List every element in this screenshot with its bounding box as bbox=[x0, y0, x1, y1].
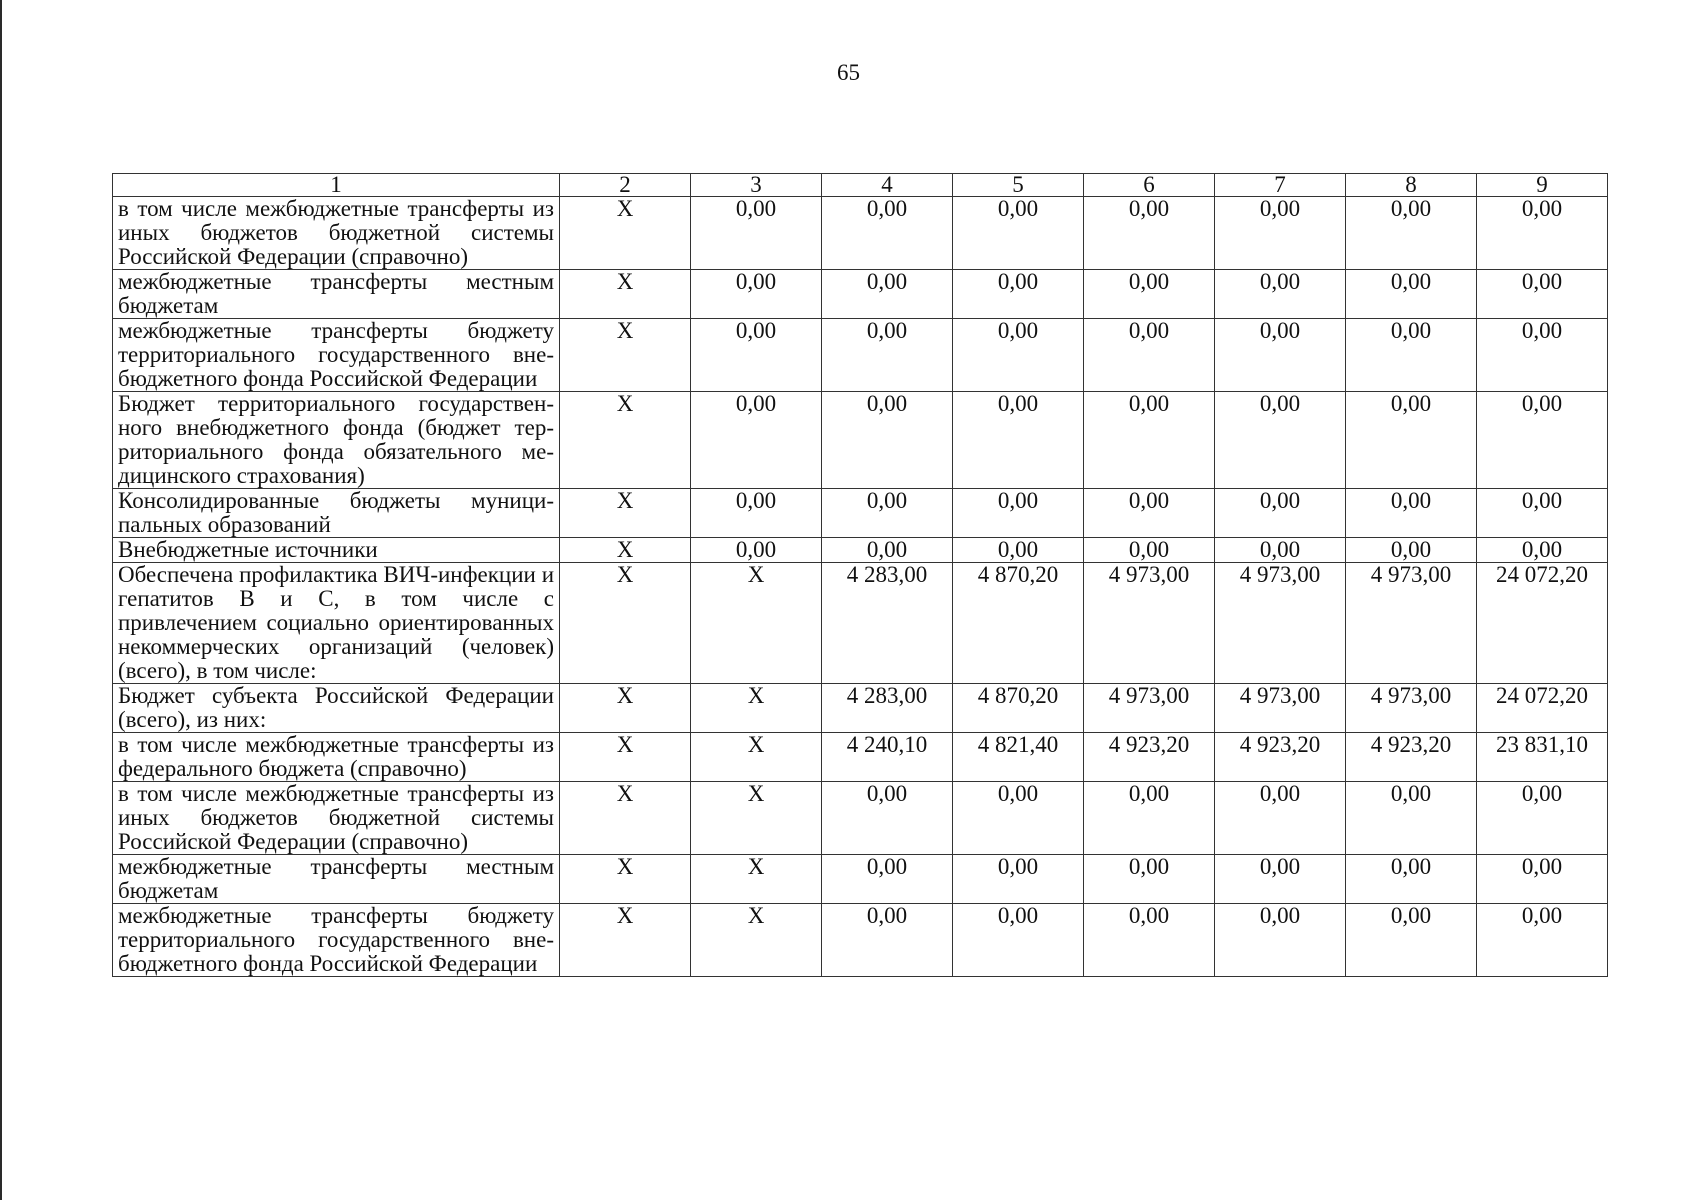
value-cell: 4 240,10 bbox=[822, 733, 953, 782]
value-cell: X bbox=[691, 733, 822, 782]
value-cell: 0,00 bbox=[1084, 197, 1215, 270]
value-cell: 0,00 bbox=[1477, 270, 1608, 319]
row-label: Бюджет территориального государственного внебюджетного фонда (бюджет территориального фонда обязательного медицинского страхования) bbox=[113, 392, 560, 489]
value-cell: X bbox=[560, 904, 691, 977]
row-label: Консолидированные бюджеты муниципальных образований bbox=[113, 489, 560, 538]
value-cell: 0,00 bbox=[1084, 904, 1215, 977]
value-cell: 0,00 bbox=[953, 538, 1084, 563]
value-cell: 0,00 bbox=[1477, 855, 1608, 904]
table-row bbox=[113, 684, 1608, 733]
value-cell: 0,00 bbox=[953, 904, 1084, 977]
value-cell: 0,00 bbox=[1346, 782, 1477, 855]
value-cell: 0,00 bbox=[691, 270, 822, 319]
column-header: 4 bbox=[822, 174, 953, 197]
value-cell: 0,00 bbox=[822, 392, 953, 489]
value-cell: X bbox=[691, 904, 822, 977]
value-cell: 0,00 bbox=[953, 392, 1084, 489]
value-cell: X bbox=[691, 563, 822, 684]
table-row bbox=[113, 904, 1608, 977]
row-label: в том числе межбюджетные трансферты из федерального бюджета (справочно) bbox=[113, 733, 560, 782]
value-cell: X bbox=[560, 855, 691, 904]
value-cell: X bbox=[560, 319, 691, 392]
value-cell: 0,00 bbox=[1215, 855, 1346, 904]
value-cell: 0,00 bbox=[1215, 904, 1346, 977]
row-label: межбюджетные трансферты местным бюджетам bbox=[113, 855, 560, 904]
column-header: 8 bbox=[1346, 174, 1477, 197]
value-cell: 0,00 bbox=[822, 319, 953, 392]
value-cell: X bbox=[560, 782, 691, 855]
value-cell: 0,00 bbox=[1477, 904, 1608, 977]
value-cell: 0,00 bbox=[1084, 319, 1215, 392]
value-cell: 4 870,20 bbox=[953, 684, 1084, 733]
value-cell: X bbox=[691, 684, 822, 733]
value-cell: 24 072,20 bbox=[1477, 684, 1608, 733]
value-cell: 4 973,00 bbox=[1346, 563, 1477, 684]
value-cell: 0,00 bbox=[1084, 270, 1215, 319]
value-cell: 0,00 bbox=[1477, 538, 1608, 563]
table-row bbox=[113, 489, 1608, 538]
value-cell: 0,00 bbox=[691, 489, 822, 538]
value-cell: 0,00 bbox=[822, 855, 953, 904]
value-cell: 0,00 bbox=[1346, 904, 1477, 977]
value-cell: 0,00 bbox=[1084, 782, 1215, 855]
value-cell: 0,00 bbox=[1477, 319, 1608, 392]
value-cell: 4 923,20 bbox=[1346, 733, 1477, 782]
value-cell: 0,00 bbox=[1346, 392, 1477, 489]
row-label: Бюджет субъекта Российской Федерации (всего), из них: bbox=[113, 684, 560, 733]
value-cell: X bbox=[560, 489, 691, 538]
value-cell: 0,00 bbox=[1215, 782, 1346, 855]
value-cell: 0,00 bbox=[953, 782, 1084, 855]
value-cell: 4 821,40 bbox=[953, 733, 1084, 782]
budget-table bbox=[112, 173, 1608, 977]
value-cell: 0,00 bbox=[1346, 855, 1477, 904]
value-cell: 0,00 bbox=[1477, 782, 1608, 855]
value-cell: X bbox=[691, 855, 822, 904]
value-cell: 4 973,00 bbox=[1215, 684, 1346, 733]
column-header: 5 bbox=[953, 174, 1084, 197]
table-row bbox=[113, 392, 1608, 489]
value-cell: 0,00 bbox=[1477, 489, 1608, 538]
value-cell: 0,00 bbox=[1084, 538, 1215, 563]
value-cell: 0,00 bbox=[691, 197, 822, 270]
value-cell: X bbox=[691, 782, 822, 855]
table-row bbox=[113, 270, 1608, 319]
value-cell: 0,00 bbox=[822, 270, 953, 319]
value-cell: 24 072,20 bbox=[1477, 563, 1608, 684]
column-header: 6 bbox=[1084, 174, 1215, 197]
value-cell: X bbox=[560, 684, 691, 733]
column-number-row bbox=[113, 174, 1608, 197]
table-row bbox=[113, 855, 1608, 904]
value-cell: 4 870,20 bbox=[953, 563, 1084, 684]
value-cell: 0,00 bbox=[1215, 538, 1346, 563]
table-row bbox=[113, 563, 1608, 684]
value-cell: 4 923,20 bbox=[1084, 733, 1215, 782]
value-cell: 0,00 bbox=[953, 855, 1084, 904]
value-cell: 4 283,00 bbox=[822, 684, 953, 733]
value-cell: 0,00 bbox=[953, 197, 1084, 270]
row-label: Обеспечена профилактика ВИЧ-инфекции и гепатитов В и С, в том числе с привлечением социально ориентированных некоммерческих организаций (человек) (всего), в том числе: bbox=[113, 563, 560, 684]
value-cell: 0,00 bbox=[953, 489, 1084, 538]
value-cell: 0,00 bbox=[1084, 855, 1215, 904]
column-header: 1 bbox=[113, 174, 560, 197]
row-label: межбюджетные трансферты местным бюджетам bbox=[113, 270, 560, 319]
column-header: 3 bbox=[691, 174, 822, 197]
column-header: 9 bbox=[1477, 174, 1608, 197]
row-label: межбюджетные трансферты бюджету территориального государственного внебюджетного фонда Российской Федерации bbox=[113, 904, 560, 977]
value-cell: 0,00 bbox=[953, 270, 1084, 319]
row-label: Внебюджетные источники bbox=[113, 538, 560, 563]
row-label: межбюджетные трансферты бюджету территориального государственного внебюджетного фонда Российской Федерации bbox=[113, 319, 560, 392]
column-header: 2 bbox=[560, 174, 691, 197]
value-cell: 0,00 bbox=[1215, 197, 1346, 270]
value-cell: 0,00 bbox=[1346, 489, 1477, 538]
value-cell: 4 923,20 bbox=[1215, 733, 1346, 782]
value-cell: X bbox=[560, 197, 691, 270]
table-row bbox=[113, 538, 1608, 563]
value-cell: X bbox=[560, 563, 691, 684]
row-label: в том числе межбюджетные трансферты из иных бюджетов бюджетной системы Российской Федерации (справочно) bbox=[113, 782, 560, 855]
value-cell: X bbox=[560, 270, 691, 319]
value-cell: 0,00 bbox=[822, 538, 953, 563]
value-cell: 0,00 bbox=[1346, 197, 1477, 270]
column-header: 7 bbox=[1215, 174, 1346, 197]
value-cell: 0,00 bbox=[953, 319, 1084, 392]
value-cell: 0,00 bbox=[1346, 270, 1477, 319]
value-cell: 4 973,00 bbox=[1215, 563, 1346, 684]
value-cell: 0,00 bbox=[691, 319, 822, 392]
value-cell: 0,00 bbox=[1477, 197, 1608, 270]
value-cell: 4 973,00 bbox=[1346, 684, 1477, 733]
value-cell: 23 831,10 bbox=[1477, 733, 1608, 782]
table-row bbox=[113, 319, 1608, 392]
value-cell: 0,00 bbox=[691, 538, 822, 563]
table-row bbox=[113, 197, 1608, 270]
value-cell: 0,00 bbox=[822, 782, 953, 855]
value-cell: 0,00 bbox=[1215, 392, 1346, 489]
value-cell: X bbox=[560, 538, 691, 563]
scan-edge-line bbox=[0, 0, 2, 1200]
table-body bbox=[113, 174, 1608, 977]
value-cell: 0,00 bbox=[1084, 489, 1215, 538]
value-cell: X bbox=[560, 392, 691, 489]
value-cell: 0,00 bbox=[1477, 392, 1608, 489]
value-cell: 4 283,00 bbox=[822, 563, 953, 684]
row-label: в том числе межбюджетные трансферты из иных бюджетов бюджетной системы Российской Федерации (справочно) bbox=[113, 197, 560, 270]
table-row bbox=[113, 782, 1608, 855]
value-cell: 4 973,00 bbox=[1084, 563, 1215, 684]
value-cell: 0,00 bbox=[822, 904, 953, 977]
value-cell: 0,00 bbox=[1215, 489, 1346, 538]
page-number: 65 bbox=[837, 60, 860, 85]
value-cell: X bbox=[560, 733, 691, 782]
value-cell: 4 973,00 bbox=[1084, 684, 1215, 733]
value-cell: 0,00 bbox=[1346, 538, 1477, 563]
table-row bbox=[113, 733, 1608, 782]
value-cell: 0,00 bbox=[1346, 319, 1477, 392]
value-cell: 0,00 bbox=[1084, 392, 1215, 489]
value-cell: 0,00 bbox=[822, 489, 953, 538]
value-cell: 0,00 bbox=[822, 197, 953, 270]
value-cell: 0,00 bbox=[691, 392, 822, 489]
value-cell: 0,00 bbox=[1215, 270, 1346, 319]
value-cell: 0,00 bbox=[1215, 319, 1346, 392]
